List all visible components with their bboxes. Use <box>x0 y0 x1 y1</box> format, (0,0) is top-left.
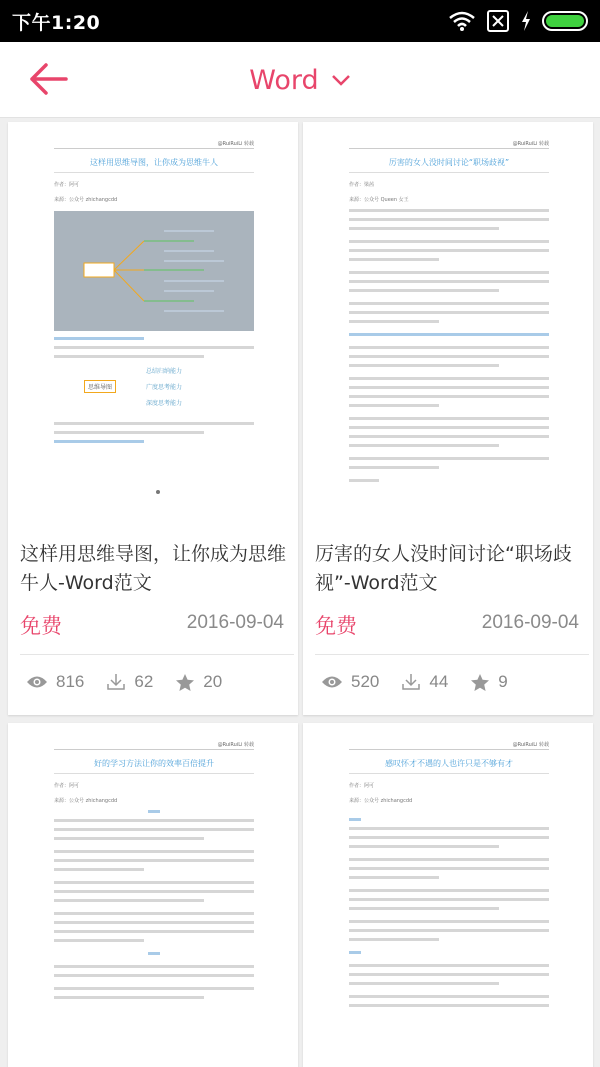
preview-title: 感叹怀才不遇的人也许只是不够有才 <box>349 758 549 774</box>
preview-mindmap-image <box>54 211 254 331</box>
status-bar <box>0 0 600 42</box>
preview-author: 作者：阿可 <box>54 182 80 188</box>
preview-header: @RuiRuiLi 转载 <box>349 741 549 750</box>
downloads-stat <box>401 672 448 692</box>
status-time: 下午1:20 <box>12 11 101 34</box>
page-title: Word <box>249 64 319 96</box>
preview-header: @RuiRuiLi 转载 <box>54 741 254 750</box>
mindmap-item: 总结归纳能力 <box>146 368 183 375</box>
divider <box>20 654 294 655</box>
preview-title: 好的学习方法让你的效率百倍提升 <box>54 758 254 774</box>
divider <box>315 654 589 655</box>
preview-author: 作者：梁茜 <box>349 182 375 188</box>
preview-page-number <box>156 490 160 494</box>
preview-source: 来源：公众号 zhichangcdd <box>54 798 118 804</box>
publish-date: 2016-09-04 <box>186 612 284 633</box>
favorites-count: 9 <box>498 672 508 691</box>
preview-source: 来源：公众号 Queen 女王 <box>349 197 409 203</box>
document-grid <box>0 118 600 1067</box>
document-preview <box>54 140 254 443</box>
document-thumbnail[interactable] <box>8 723 298 1067</box>
downloads-stat <box>106 672 153 692</box>
eye-icon <box>321 675 343 689</box>
downloads-count: 44 <box>429 672 449 691</box>
preview-author: 作者：阿可 <box>349 783 375 789</box>
title-dropdown[interactable] <box>0 42 600 118</box>
preview-source: 来源：公众号 zhichangcdd <box>349 798 413 804</box>
document-title[interactable]: 这样用思维导图，让你成为思维牛人-Word范文 <box>20 543 287 594</box>
mindmap-item: 深度思考能力 <box>146 400 183 407</box>
preview-author: 作者：阿可 <box>54 783 80 789</box>
preview-title: 这样用思维导图，让你成为思维牛人 <box>54 157 254 173</box>
views-stat <box>26 672 84 692</box>
status-icons <box>448 10 588 32</box>
preview-source: 来源：公众号 zhichangcdd <box>54 197 118 203</box>
star-icon <box>175 673 195 692</box>
document-title[interactable]: 厉害的女人没时间讨论“职场歧视”-Word范文 <box>315 543 572 594</box>
preview-header: @RuiRuiLi 转载 <box>54 140 254 149</box>
views-count: 520 <box>351 672 380 691</box>
document-stats <box>321 672 530 692</box>
downloads-count: 62 <box>134 672 154 691</box>
document-card[interactable] <box>303 723 593 1067</box>
favorites-count: 20 <box>203 672 223 691</box>
back-button[interactable] <box>28 62 72 98</box>
document-card[interactable] <box>8 723 298 1067</box>
price-label: 免费 <box>315 614 357 638</box>
preview-title: 厉害的女人没时间讨论“职场歧视” <box>349 157 549 173</box>
battery-fill <box>546 15 584 27</box>
favorites-stat <box>470 672 507 692</box>
chevron-down-icon <box>331 73 351 87</box>
price-label: 免费 <box>20 614 62 638</box>
mindmap-center: 思维导图 <box>84 380 116 393</box>
document-thumbnail[interactable] <box>303 122 593 522</box>
star-icon <box>470 673 490 692</box>
download-icon <box>106 673 126 691</box>
battery-icon <box>542 11 588 31</box>
app-header <box>0 42 600 118</box>
document-thumbnail[interactable] <box>8 122 298 522</box>
document-card[interactable] <box>8 122 298 715</box>
document-preview <box>349 140 549 482</box>
mindmap-item: 广度思考能力 <box>146 384 183 391</box>
download-icon <box>401 673 421 691</box>
document-stats <box>26 672 244 692</box>
document-preview <box>54 741 254 999</box>
document-preview <box>349 741 549 1007</box>
document-thumbnail[interactable] <box>303 723 593 1067</box>
views-count: 816 <box>56 672 85 691</box>
publish-date: 2016-09-04 <box>481 612 579 633</box>
favorites-stat <box>175 672 222 692</box>
wifi-icon <box>448 11 476 31</box>
preview-header: @RuiRuiLi 转载 <box>349 140 549 149</box>
eye-icon <box>26 675 48 689</box>
arrow-left-icon <box>28 62 68 96</box>
preview-mindmap-small <box>54 364 254 416</box>
no-sim-icon <box>486 10 510 32</box>
views-stat <box>321 672 379 692</box>
document-card[interactable] <box>303 122 593 715</box>
charging-icon <box>520 10 532 32</box>
